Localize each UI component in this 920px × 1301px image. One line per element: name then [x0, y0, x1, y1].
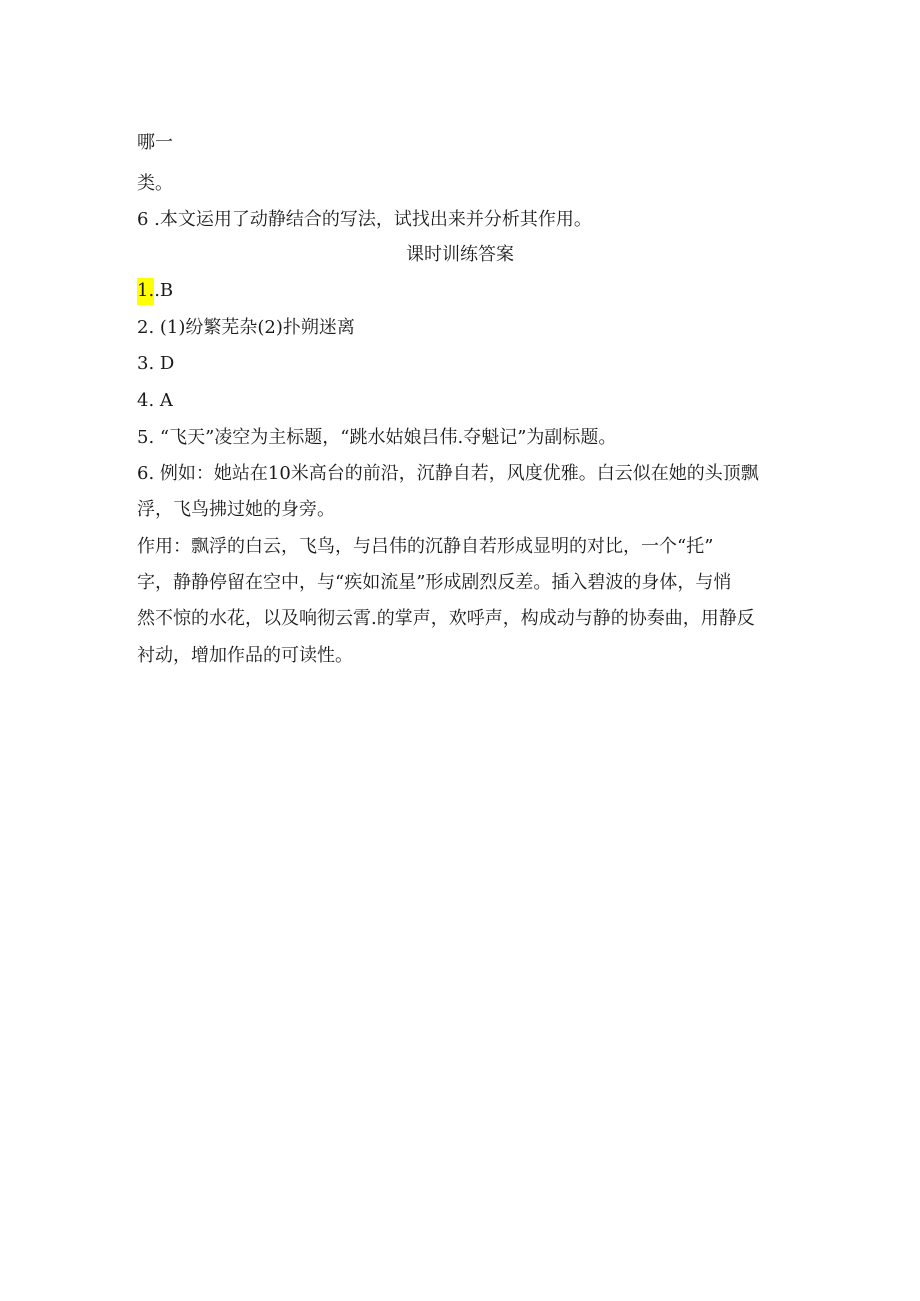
answer-6-line-5: 然不惊的水花，以及响彻云霄.的掌声，欢呼声，构成动与静的协奏曲，用静反: [137, 608, 755, 629]
answer-6-line-2: 浮，飞鸟拂过她的身旁。: [137, 499, 335, 520]
answer-6-line-3: 作用：飘浮的白云，飞鸟，与吕伟的沉静自若形成显明的对比，一个“托”: [137, 536, 714, 557]
answer-6-line-6: 衬动，增加作品的可读性。: [137, 645, 353, 666]
answer-5: 5. “飞天”凌空为主标题，“跳水姑娘吕伟.夺魁记”为副标题。: [137, 427, 617, 448]
answer-1: [137, 279, 173, 303]
answer-6-line-1: 6. 例如：她站在10米高台的前沿，沉静自若，风度优雅。白云似在她的头顶飘: [137, 463, 759, 484]
answer-1-text: .B: [154, 280, 174, 301]
answer-1-number-highlight: 1.: [137, 278, 154, 305]
answer-6-line-4: 字，静静停留在空中，与“疾如流星”形成剧烈反差。插入碧波的身体，与悄: [137, 572, 732, 593]
answer-3: 3. D: [137, 353, 175, 374]
answers-title: 课时训练答案: [406, 244, 514, 265]
answer-2: 2. (1)纷繁芜杂(2)扑朔迷离: [137, 317, 355, 338]
answer-4: 4. A: [137, 390, 173, 411]
question-6: 6 .本文运用了动静结合的写法，试找出来并分析其作用。: [137, 209, 592, 230]
question-tail-line-2: 类。: [137, 173, 173, 194]
question-tail-line-1: 哪一: [137, 132, 173, 153]
